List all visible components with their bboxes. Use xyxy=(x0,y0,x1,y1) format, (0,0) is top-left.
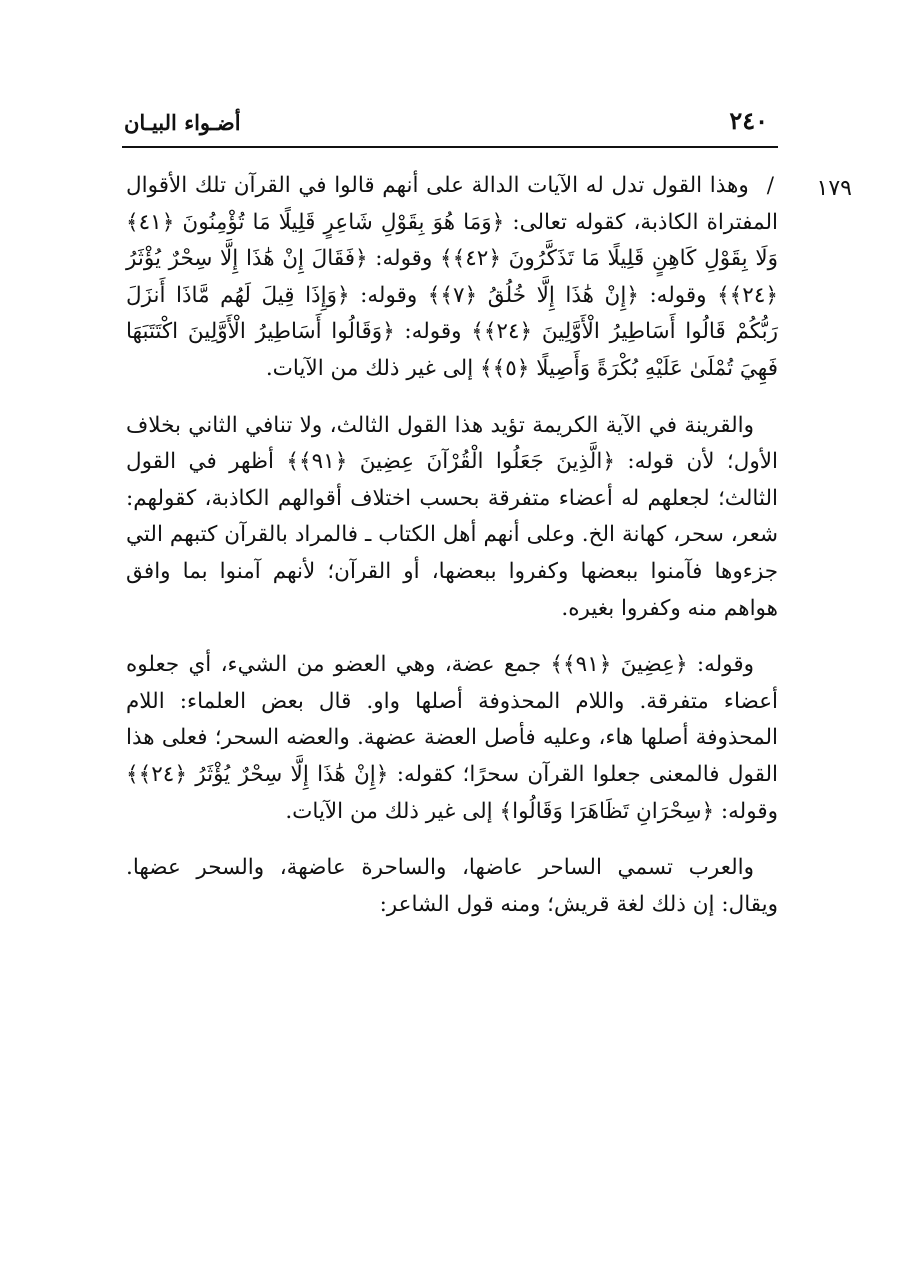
paragraph-3: وقوله: ﴿عِضِينَ ﴿٩١﴾﴾ جمع عضة، وهي العضو من الشيء، أي جعلوه أعضاء متفرقة. واللام المحذوفة أصلها واو. قال بعض العلماء: اللام المحذوفة أصلها هاء، وعليه فأصل العضة عضهة. والعضه السحر؛ فعلى هذا القول فالمعنى جعلوا القرآن سحرًا؛ كقوله: ﴿إِنْ هَٰذَا إِلَّا سِحْرٌ يُؤْثَرُ ﴿٢٤﴾﴾ وقوله: ﴿سِحْرَانِ تَظَاهَرَا وَقَالُوا﴾ إلى غير ذلك من الآيات. xyxy=(126,652,778,824)
paragraph-4: والعرب تسمي الساحر عاضها، والساحرة عاضهة، والسحر عضها. ويقال: إن ذلك لغة قريش؛ ومنه قول الشاعر: xyxy=(126,855,778,917)
paragraph-2: والقرينة في الآية الكريمة تؤيد هذا القول الثالث، ولا تنافي الثاني بخلاف الأول؛ لأن قوله: ﴿الَّذِينَ جَعَلُوا الْقُرْآنَ عِضِينَ ﴿٩١﴾﴾ أظهر في القول الثالث؛ لجعلهم له أعضاء متفرقة بحسب اختلاف أقوالهم الكاذبة، كقولهم: شعر، سحر، كهانة الخ. وعلى أنهم أهل الكتاب ـ فالمراد بالقرآن كتبهم التي جزءوها فآمنوا ببعضها وكفروا ببعضها، أو القرآن؛ لأنهم آمنوا بما وافق هواهم منه وكفروا بغيره. xyxy=(126,412,778,621)
running-title: أضـواء البيـان xyxy=(124,110,241,135)
paragraph-1-text: وهذا القول تدل له الآيات الدالة على أنهم قالوا في القرآن تلك الأقوال المفتراة الكاذبة، كقوله تعالى: ﴿وَمَا هُوَ بِقَوْلِ شَاعِرٍ قَلِيلًا مَا تُؤْمِنُونَ ﴿٤١﴾ وَلَا بِقَوْلِ كَاهِنٍ قَلِيلًا مَا تَذَكَّرُونَ ﴿٤٢﴾﴾ وقوله: ﴿فَقَالَ إِنْ هَٰذَا إِلَّا سِحْرٌ يُؤْثَرُ ﴿٢٤﴾﴾ وقوله: ﴿إِنْ هَٰذَا إِلَّا خُلُقُ ﴿٧﴾﴾ وقوله: ﴿وَإِذَا قِيلَ لَهُم مَّاذَا أَنزَلَ رَبُّكُمْ قَالُوا أَسَاطِيرُ الْأَوَّلِينَ ﴿٢٤﴾﴾ وقوله: ﴿وَقَالُوا أَسَاطِيرُ الْأَوَّلِينَ اكْتَتَبَهَا فَهِيَ تُمْلَىٰ عَلَيْهِ بُكْرَةً وَأَصِيلًا ﴿٥﴾﴾ إلى غير ذلك من الآيات. xyxy=(126,173,778,381)
header-rule xyxy=(122,146,778,148)
margin-page-reference: ١٧٩ xyxy=(816,176,852,201)
page-header xyxy=(122,104,776,144)
paragraph-1 xyxy=(126,168,778,388)
body-text xyxy=(126,168,778,943)
page-number: ٢٤٠ xyxy=(729,106,768,135)
page-break-marker: / xyxy=(766,173,774,198)
